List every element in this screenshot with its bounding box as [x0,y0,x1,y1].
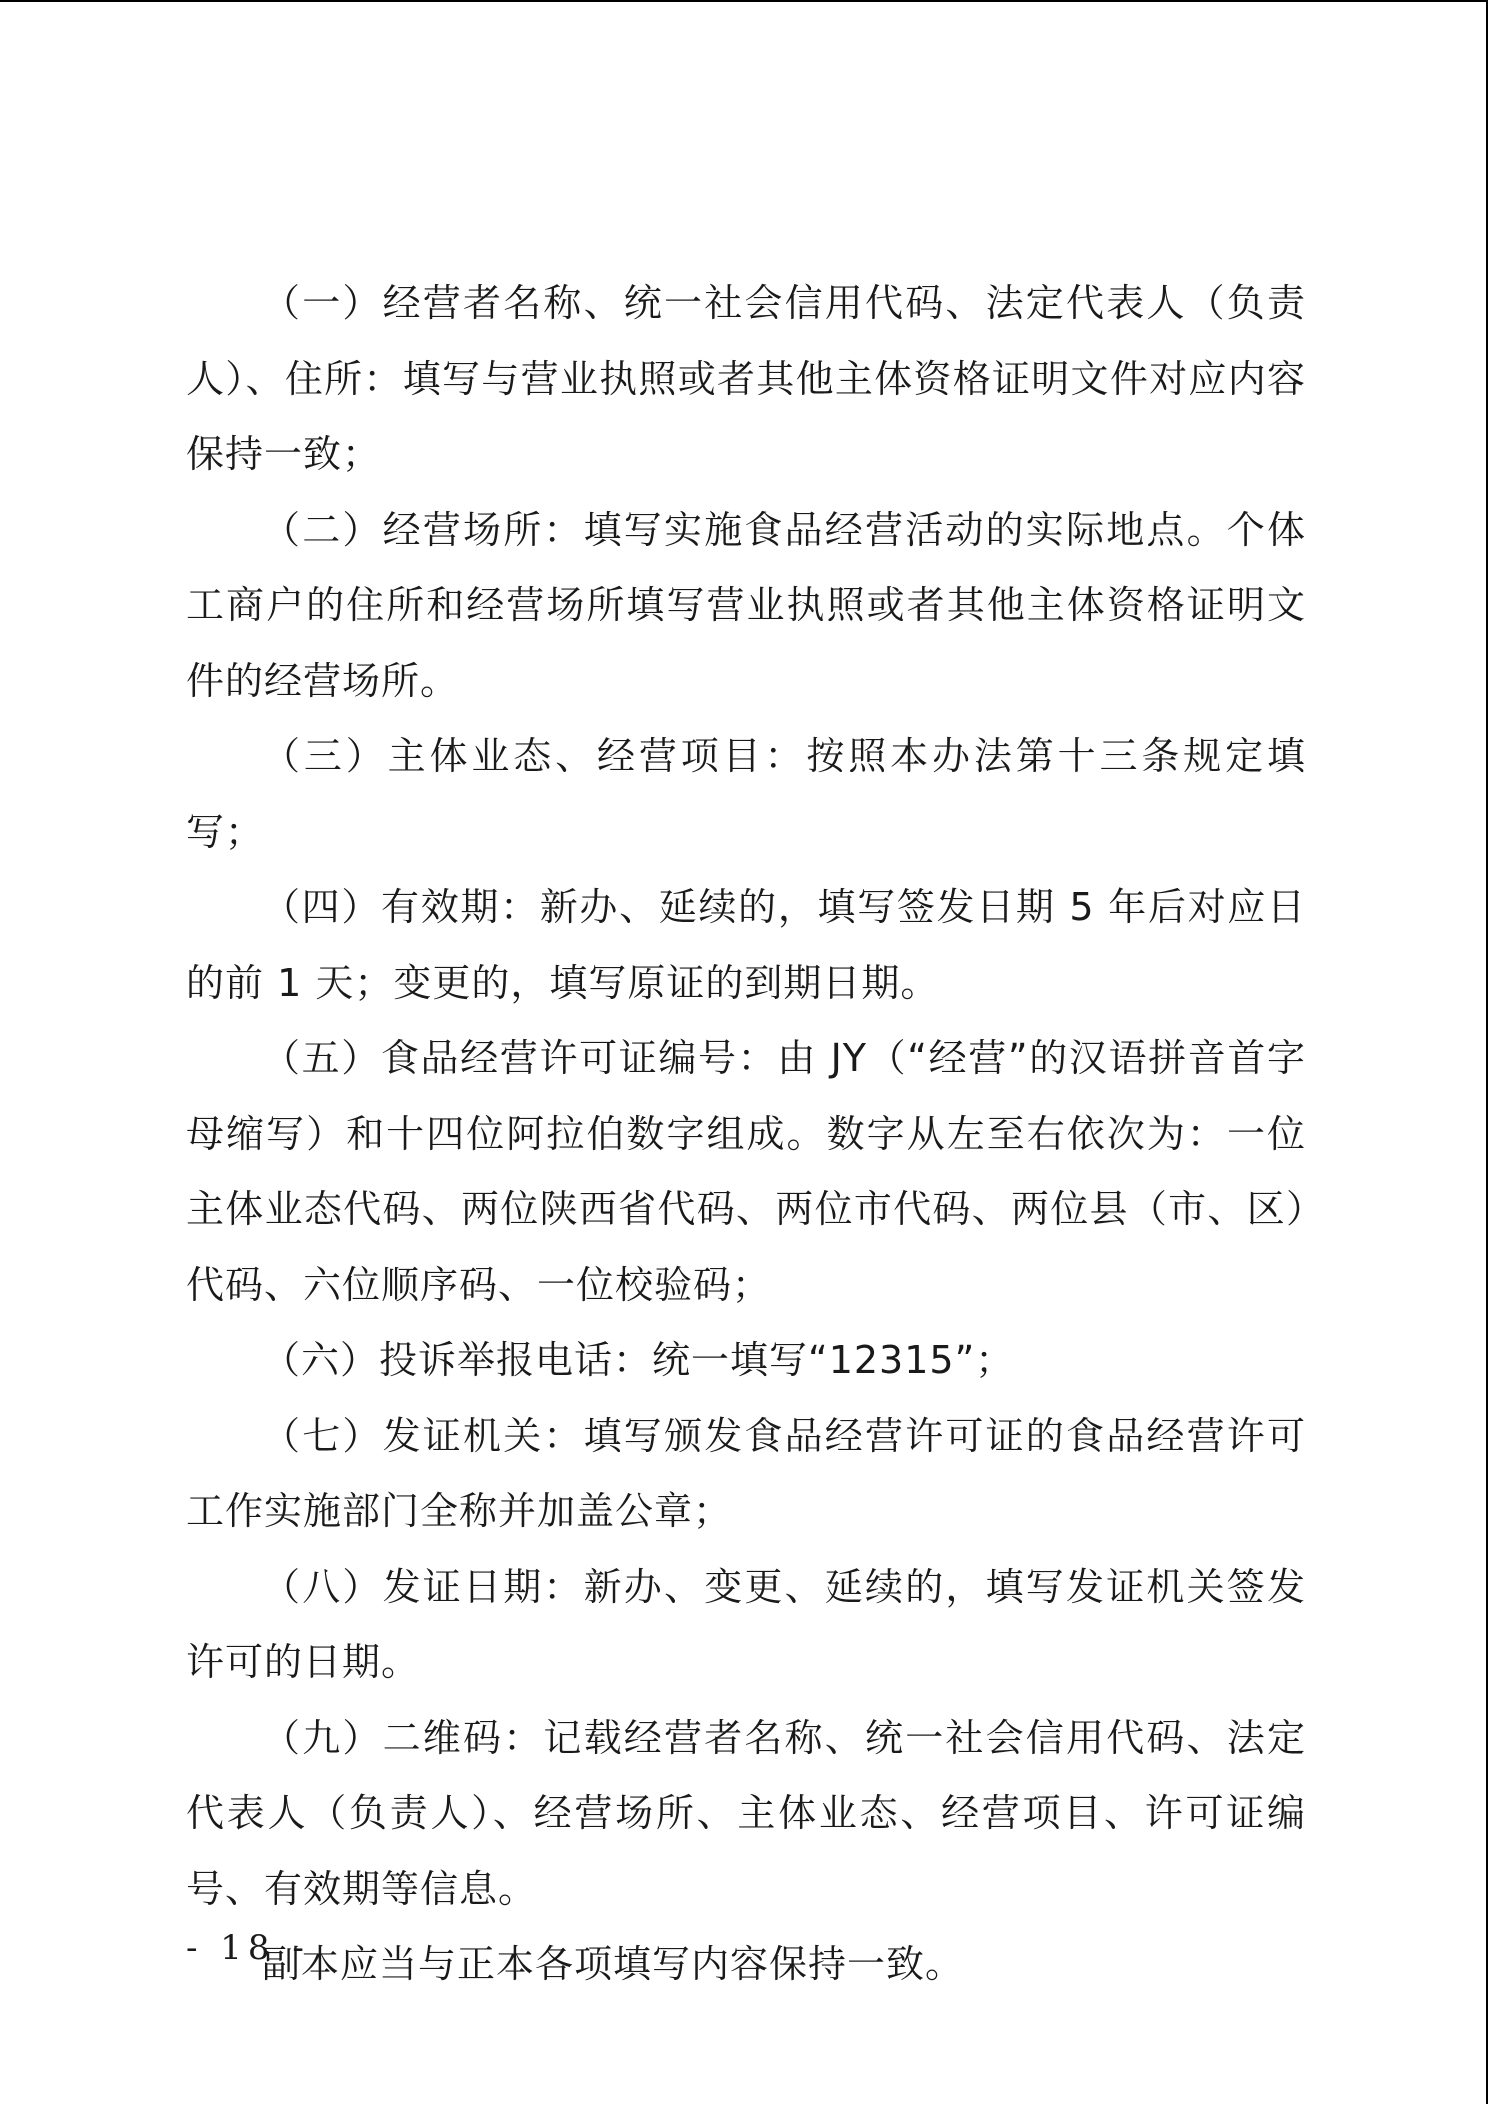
paragraph-6: （六）投诉举报电话：统一填写“12315”； [262,1338,1015,1382]
paragraph-2: （二）经营场所：填写实施食品经营活动的实际地点。个体工商户的住所和经营场所填写营业执照或者其他主体资格证明文件的经营场所。 [186,507,1306,703]
document-body [186,266,1306,2003]
paragraph-10: 副本应当与正本各项填写内容保持一致。 [262,1942,965,1986]
page-number: - 18 - [186,1928,310,1968]
paragraph-9: （九）二维码：记载经营者名称、统一社会信用代码、法定代表人（负责人）、经营场所、主体业态、经营项目、许可证编号、有效期等信息。 [186,1715,1306,1911]
paragraph-4: （四）有效期：新办、延续的，填写签发日期 5 年后对应日的前 1 天；变更的，填写原证的到期日期。 [186,885,1306,1005]
paragraph-7: （七）发证机关：填写颁发食品经营许可证的食品经营许可工作实施部门全称并加盖公章； [186,1413,1306,1533]
paragraph-1: （一）经营者名称、统一社会信用代码、法定代表人（负责人）、住所：填写与营业执照或者其他主体资格证明文件对应内容保持一致； [186,281,1306,476]
paragraph-5: （五）食品经营许可证编号：由 JY（“经营”的汉语拼音首字母缩写）和十四位阿拉伯数字组成。数字从左至右依次为：一位主体业态代码、两位陕西省代码、两位市代码、两位县（市、区）代码、六位顺序码、一位校验码； [186,1036,1306,1307]
paragraph-8: （八）发证日期：新办、变更、延续的，填写发证机关签发许可的日期。 [186,1564,1306,1684]
paragraph-3: （三）主体业态、经营项目：按照本办法第十三条规定填写； [186,734,1306,854]
page-border-top [0,0,1488,2]
